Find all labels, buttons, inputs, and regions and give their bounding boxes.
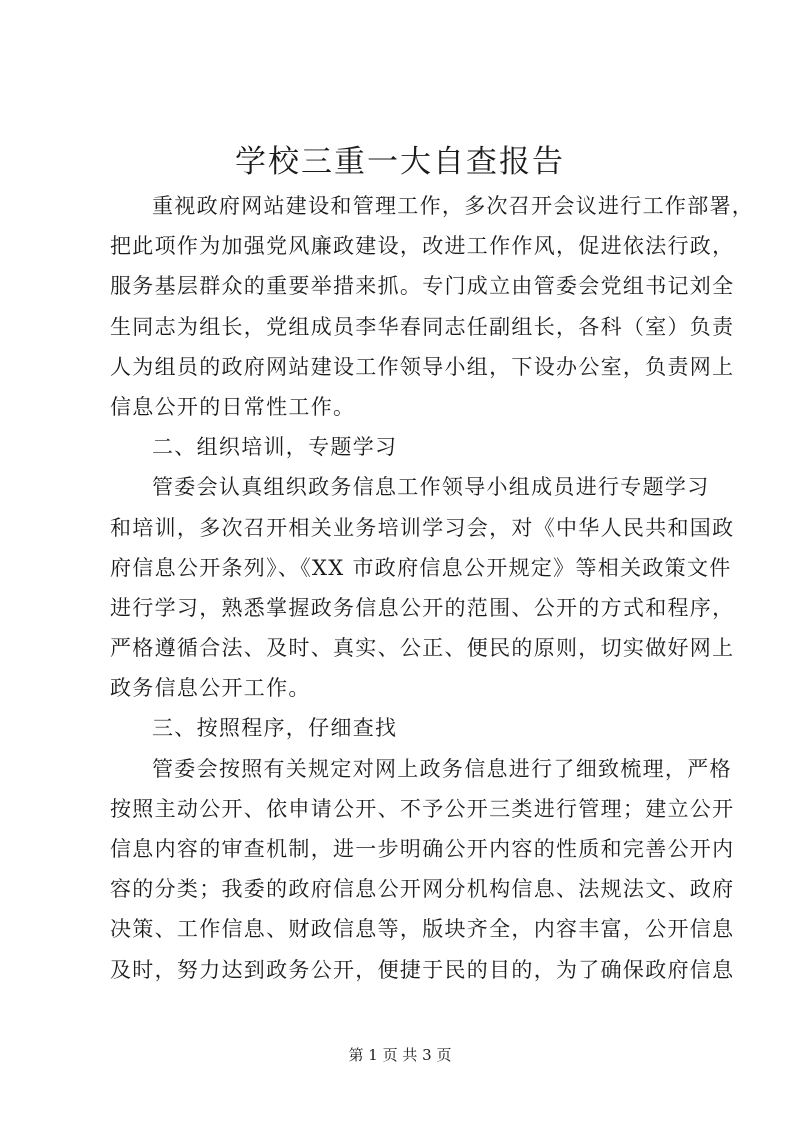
paragraph-2-line-1: 管委会认真组织政务信息工作领导小组成员进行专题学习 — [152, 475, 710, 500]
paragraph-1-line-2: 把此项作为加强党风廉政建设，改进工作作风，促进依法行政， — [110, 234, 735, 259]
paragraph-3-line-5: 决策、工作信息、财政信息等，版块齐全，内容丰富，公开信息 — [110, 917, 735, 942]
paragraph-3-line-6: 及时，努力达到政务公开，便捷于民的目的，为了确保政府信息 — [110, 957, 735, 982]
paragraph-3-line-3: 信息内容的审查机制，进一步明确公开内容的性质和完善公开内 — [110, 837, 735, 861]
paragraph-2-line-5: 严格遵循合法、及时、真实、公正、便民的原则，切实做好网上 — [110, 636, 735, 661]
page-footer: 第 1 页 共 3 页 — [348, 1046, 452, 1064]
paragraph-2-line-4: 进行学习，熟悉掌握政务信息公开的范围、公开的方式和程序， — [110, 595, 735, 620]
paragraph-1-line-5: 人为组员的政府网站建设工作领导小组，下设办公室，负责网上 — [110, 354, 735, 379]
paragraph-1-line-3: 服务基层群众的重要举措来抓。专门成立由管委会党组书记刘全 — [110, 274, 735, 299]
paragraph-1-line-6: 信息公开的日常性工作。 — [110, 394, 356, 419]
paragraph-2-line-2: 和培训，多次召开相关业务培训学习会，对《中华人民共和国政 — [110, 515, 735, 540]
paragraph-3-line-4: 容的分类；我委的政府信息公开网分机构信息、法规法文、政府 — [110, 877, 735, 902]
paragraph-2-line-6: 政务信息公开工作。 — [110, 676, 311, 701]
paragraph-2-line-3: 府信息公开条列》、《XX 市政府信息公开规定》等相关政策文件 — [110, 555, 732, 580]
paragraph-3-line-1: 管委会按照有关规定对网上政务信息进行了细致梳理，严格 — [152, 756, 732, 781]
document-body — [110, 186, 755, 990]
paragraph-3-line-2: 按照主动公开、依申请公开、不予公开三类进行管理；建立公开 — [110, 796, 735, 821]
paragraph-1-line-4: 生同志为组长，党组成员李华春同志任副组长，各科（室）负责 — [110, 314, 735, 339]
section-heading-3: 三、按照程序，仔细查找 — [152, 716, 398, 741]
paragraph-1-line-1: 重视政府网站建设和管理工作，多次召开会议进行工作部署， — [152, 194, 755, 218]
section-heading-2: 二、组织培训，专题学习 — [152, 435, 398, 460]
document-title: 学校三重一大自查报告 — [235, 144, 565, 180]
